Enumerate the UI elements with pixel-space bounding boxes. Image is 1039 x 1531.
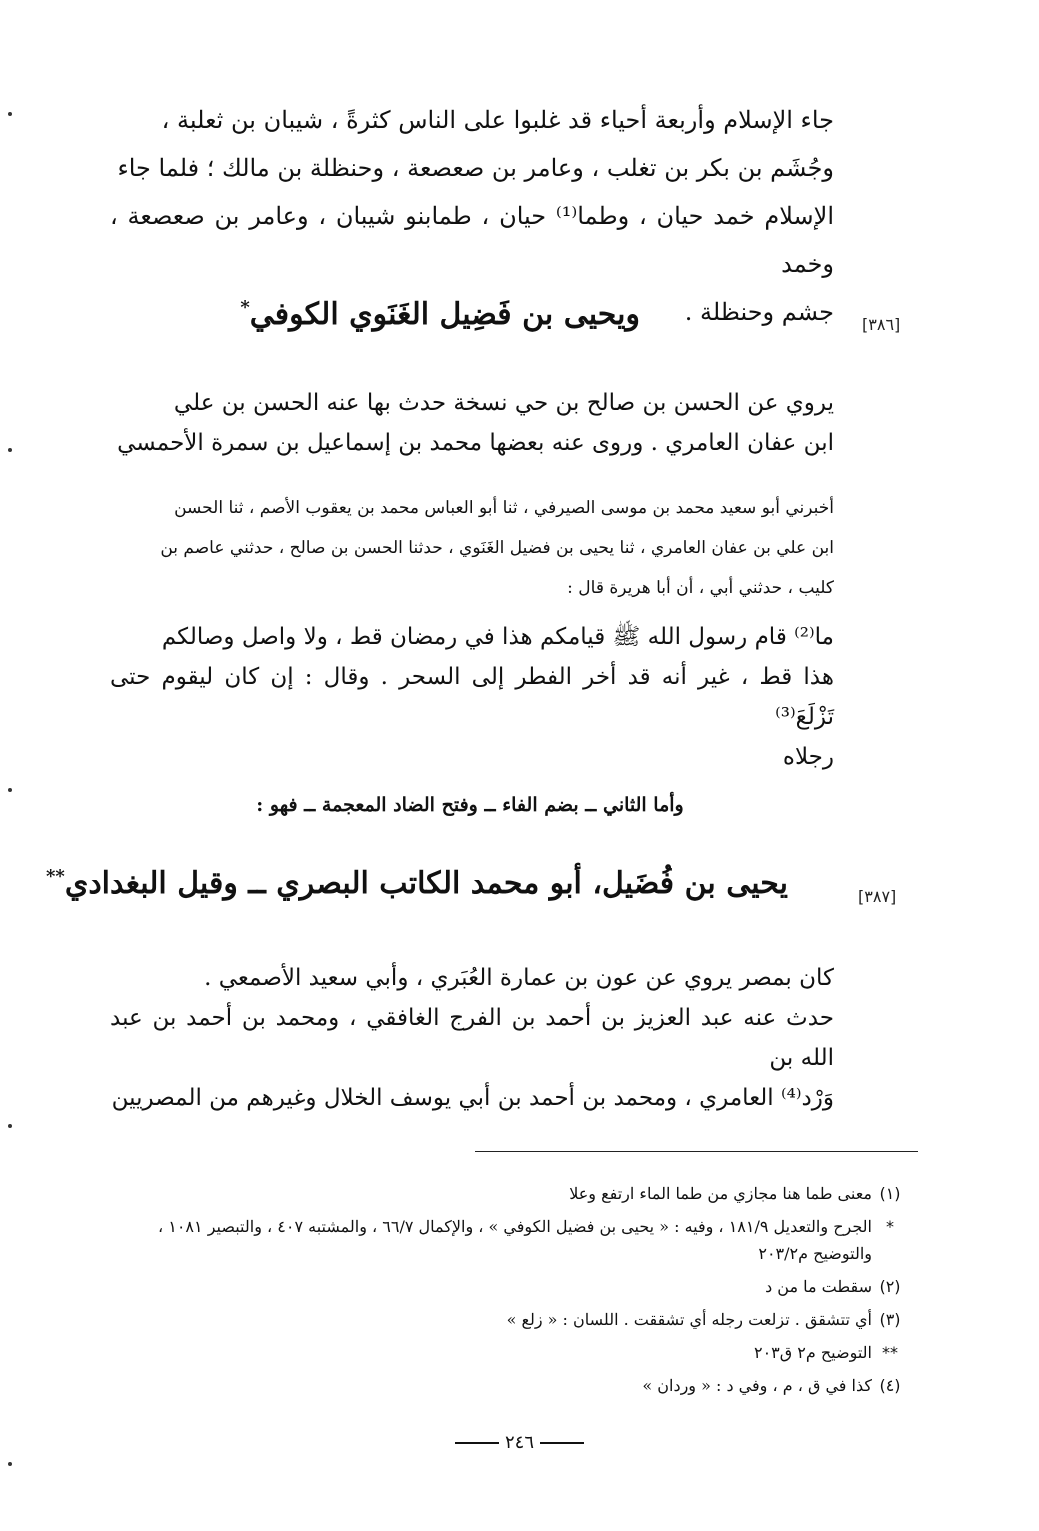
margin-dot bbox=[8, 1124, 12, 1128]
entry-number: [٣٨٧] bbox=[858, 887, 897, 906]
hadith-text bbox=[110, 617, 834, 777]
footnote-text: سقطت ما من د bbox=[765, 1277, 872, 1296]
entry-number: [٣٨٦] bbox=[862, 315, 901, 334]
entry-title-text: يحيى بن فُضَيل، أبو محمد الكاتب البصري ــ وقيل البغدادي bbox=[64, 866, 788, 901]
intro-line: وجُشَم بن بكر بن تغلب ، وعامر بن صعصعة ، وحنظلة بن مالك ؛ فلما جاء bbox=[117, 154, 834, 182]
footnote bbox=[108, 1273, 908, 1300]
intro-line: جشم وحنظلة . bbox=[684, 298, 834, 326]
footnote-separator bbox=[475, 1151, 918, 1152]
intro-line: الإسلام خمد حيان ، وطما⁽¹⁾ حيان ، طمابنو شيبان ، وعامر بن صعصعة ، وخمد bbox=[110, 202, 834, 278]
margin-dot bbox=[8, 1462, 12, 1466]
footnote-marker: (٣) bbox=[879, 1310, 901, 1329]
entry-body bbox=[110, 958, 834, 1118]
page-number bbox=[0, 1432, 1039, 1453]
footnote-marker: ** bbox=[882, 1343, 898, 1362]
body-line: كان بمصر يروي عن عون بن عمارة العُبَري ، وأبي سعيد الأصمعي . bbox=[204, 965, 834, 991]
footnotes bbox=[108, 1180, 908, 1405]
isnad-line: كليب ، حدثني أبي ، أن أبا هريرة قال : bbox=[567, 578, 834, 598]
footnote-marker: * bbox=[886, 1217, 894, 1236]
isnad-line: ابن علي بن عفان العامري ، ثنا يحيى بن فضيل الغَنَوي ، حدثنا الحسن بن صالح ، حدثني عاصم بن bbox=[160, 538, 834, 558]
footnote-text: التوضيح م٢ ق٢٠٣ bbox=[753, 1343, 872, 1362]
body-line: ابن عفان العامري . وروى عنه بعضها محمد بن إسماعيل بن سمرة الأحمسي bbox=[117, 430, 834, 456]
footnote-text: كذا في ق ، م ، وفي د : « وردان » bbox=[642, 1376, 872, 1395]
footnote-text: الجرح والتعديل ١٨١/٩ ، وفيه : « يحيى بن فضيل الكوفي » ، والإكمال ٦٦/٧ ، والمشتبه ٤٠٧ ، والتبصير ١٠٨١ ، والتوضيح م٢٠٣/٢ bbox=[157, 1217, 872, 1263]
page-number-dash bbox=[540, 1442, 584, 1444]
hadith-line: ما⁽²⁾ قام رسول الله ﷺ قيامكم هذا في رمضان قط ، ولا واصل وصالكم bbox=[161, 624, 834, 650]
body-line: يروي عن الحسن بن صالح بن حي نسخة حدث بها عنه الحسن بن علي bbox=[173, 390, 834, 416]
entry-title bbox=[240, 297, 640, 332]
entry-title-text: ويحيى بن فَضِيل الغَنَوي الكوفي bbox=[249, 297, 640, 332]
hadith-line: هذا قط ، غير أنه قد أخر الفطر إلى السحر . وقال : إن كان ليقوم حتى تَزْلَعَ⁽³⁾ bbox=[110, 664, 834, 730]
page-number-text: ٢٤٦ bbox=[504, 1432, 534, 1453]
isnad-paragraph bbox=[110, 488, 834, 608]
isnad-line: أخبرني أبو سعيد محمد بن موسى الصيرفي ، ثنا أبو العباس محمد بن يعقوب الأصم ، ثنا الحسن bbox=[174, 498, 834, 518]
footnote-text: معنى طما هنا مجازي من طما الماء ارتفع وعلا bbox=[569, 1184, 872, 1203]
title-footnote-mark: * bbox=[240, 297, 250, 318]
footnote-marker: (٤) bbox=[879, 1376, 901, 1395]
title-footnote-mark: ** bbox=[46, 866, 65, 887]
section-subheading: وأما الثاني ــ بضم الفاء ــ وفتح الضاد المعجمة ــ فهو : bbox=[256, 794, 684, 816]
body-line: وَرْد⁽⁴⁾ العامري ، ومحمد بن أحمد بن أبي يوسف الخلال وغيرهم من المصريين bbox=[111, 1085, 834, 1111]
entry-body bbox=[110, 383, 834, 463]
footnote-marker: (١) bbox=[879, 1184, 901, 1203]
footnote bbox=[108, 1339, 908, 1366]
footnote-text: أي تتشقق . تزلعت رجله أي تشققت . اللسان : « زلع » bbox=[506, 1310, 872, 1329]
margin-dot bbox=[8, 448, 12, 452]
hadith-line: رجلاه bbox=[782, 744, 834, 770]
footnote bbox=[108, 1372, 908, 1399]
intro-line: جاء الإسلام وأربعة أحياء قد غلبوا على الناس كثرةً ، شيبان بن ثعلبة ، bbox=[161, 106, 834, 134]
footnote-marker: (٢) bbox=[879, 1277, 901, 1296]
footnote bbox=[108, 1306, 908, 1333]
footnote bbox=[108, 1180, 908, 1207]
entry-title bbox=[46, 866, 788, 901]
page-number-dash bbox=[455, 1442, 499, 1444]
body-line: حدث عنه عبد العزيز بن أحمد بن الفرج الغافقي ، ومحمد بن أحمد بن عبد الله بن bbox=[110, 1005, 834, 1071]
margin-dot bbox=[8, 788, 12, 792]
footnote bbox=[108, 1213, 908, 1267]
margin-dot bbox=[8, 112, 12, 116]
